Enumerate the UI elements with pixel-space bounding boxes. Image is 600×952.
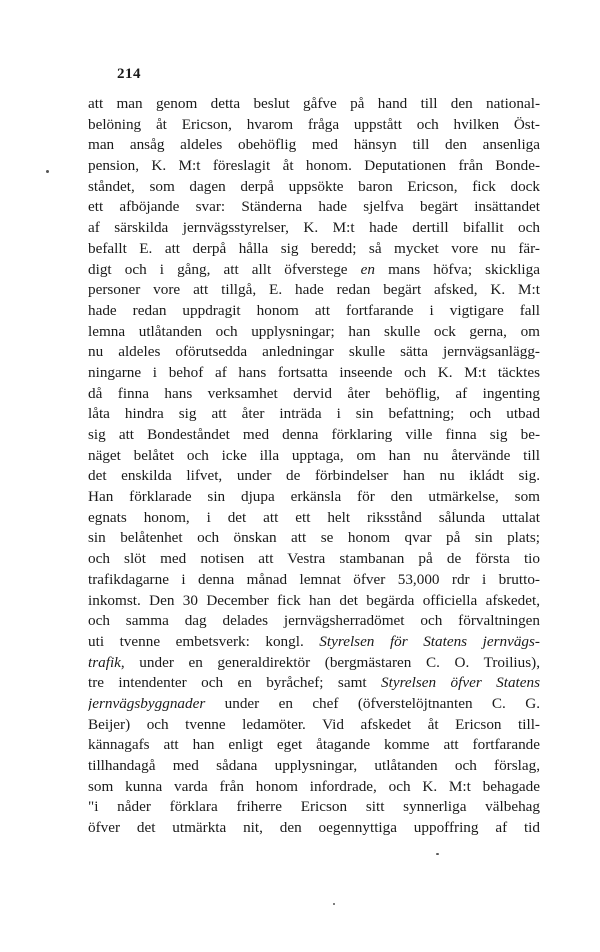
text-line [88, 694, 540, 715]
text-segment: "i nåder förklara friherre Ericson sitt synnerliga välbehag [88, 798, 540, 816]
italic-segment: jernvägsbyggnader [88, 694, 206, 712]
text-segment: sin belåtenhet och önskan att se honom qvar på sin plats; [88, 529, 540, 547]
text-segment: ningarne i behof af hans fortsatta inseende och K. M:t täcktes [88, 363, 540, 381]
text-segment: belöning åt Ericson, hvarom fråga uppstått och hvilken Öst- [88, 115, 540, 133]
text-segment: pension, K. M:t föreslagit åt honom. Deputationen från Bonde- [88, 157, 540, 175]
text-segment: näget belåtet och icke illa upptaga, om han nu återvände till [88, 446, 540, 464]
print-speck [436, 853, 439, 855]
text-segment: man ansåg aldeles obehöflig med hänsyn till den ansenliga [88, 136, 540, 154]
text-line [88, 508, 540, 529]
text-line [88, 384, 540, 405]
text-line [88, 591, 540, 612]
text-segment: låta hindra sig att åter inträda i sin befattning; och utbad [88, 405, 540, 423]
text-segment: digt och i gång, att allt öfverstege [88, 260, 361, 278]
text-segment: ett afböjande svar: Ständerna hade sjelfva begärt insättandet [88, 198, 540, 216]
text-segment: egnats honom, i det att ett helt riksstånd sålunda uttalat [88, 508, 540, 526]
text-line [88, 94, 540, 115]
text-line [88, 115, 540, 136]
text-segment: sig att Bondeståndet med denna förklaring ville finna sig be- [88, 426, 540, 443]
text-line [88, 797, 540, 818]
text-segment: att man genom detta beslut gåfve på hand till den national- [88, 95, 540, 112]
text-segment: det enskilda lifvet, under de förbindelser han nu ikládt sig. [88, 467, 540, 485]
text-segment: inkomst. Den 30 December fick han det begärda officiella afskedet, [88, 591, 540, 609]
text-line [88, 363, 540, 384]
text-line [88, 218, 540, 239]
text-segment: Beijer) och tvenne ledamöter. Vid afskedet åt Ericson till- [88, 715, 540, 733]
text-line [88, 528, 540, 549]
text-segment: då finna hans verksamhet dervid åter behöflig, af ingenting [88, 384, 540, 402]
text-segment: lemna utlåtanden och upplysningar; han skulle ock gerna, om [88, 322, 540, 340]
text-line [88, 322, 540, 343]
text-line [88, 735, 540, 756]
text-line [88, 632, 540, 653]
text-segment: och slöt med notisen att Vestra stambanan på de första tio [88, 550, 540, 568]
text-line [88, 487, 540, 508]
text-line [88, 611, 540, 632]
text-segment: nu aldeles oförutsedda anledningar skulle sätta jernvägsanlägg- [88, 343, 540, 361]
text-segment: af särskilda jernvägsstyrelser, K. M:t hade dertill bifallit och [88, 219, 540, 237]
text-line [88, 177, 540, 198]
text-line [88, 446, 540, 467]
text-segment: uti tvenne embetsverk: kongl. [88, 632, 320, 650]
text-segment: tre intendenter och en byråchef; samt [88, 674, 382, 692]
text-line [88, 777, 540, 798]
text-line [88, 549, 540, 570]
print-speck [46, 170, 49, 173]
text-segment: , under en generaldirektör (bergmästaren C. O. Troilius), [120, 653, 540, 671]
text-segment: öfver det utmärkta nit, den oegennyttiga uppoffring af tid [88, 819, 540, 837]
text-line [88, 653, 540, 674]
text-segment: trafikdagarne i denna månad lemnat öfver 53,000 rdr i brutto- [88, 570, 540, 588]
italic-segment: en [360, 260, 375, 278]
text-segment: kännagafs att han enligt eget åtagande komme att fortfarande [88, 736, 540, 754]
text-line [88, 818, 540, 839]
text-segment: under en chef (öfverstelöjtnanten C. G. [205, 694, 540, 712]
text-line [88, 673, 540, 694]
text-line [88, 135, 540, 156]
page-number: 214 [117, 66, 141, 82]
print-speck [333, 903, 335, 905]
text-line [88, 342, 540, 363]
body-text [88, 94, 540, 839]
text-line [88, 756, 540, 777]
text-segment: Han förklarade sin djupa erkänsla för den utmärkelse, som [88, 488, 540, 506]
text-line [88, 715, 540, 736]
text-segment: som kunna varda från honom infordrade, och K. M:t behagade [88, 777, 540, 795]
text-line [88, 570, 540, 591]
italic-segment: Styrelsen öfver Statens [381, 674, 540, 692]
italic-segment: trafik [88, 653, 121, 671]
text-segment: hade redan uppdragit honom att fortfarande i vigtigare fall [88, 301, 540, 319]
text-line [88, 404, 540, 425]
text-segment: ståndet, som dagen derpå uppsökte baron Ericson, fick dock [88, 177, 540, 195]
text-segment: mans höfva; skickliga [374, 260, 540, 278]
text-line [88, 301, 540, 322]
text-line [88, 280, 540, 301]
text-line [88, 425, 540, 446]
text-segment: tillhandagå med sådana upplysningar, utlåtanden och förslag, [88, 757, 540, 774]
text-line [88, 466, 540, 487]
text-segment: befallt E. att derpå hålla sig beredd; så mycket vore nu fär- [88, 239, 540, 257]
text-line [88, 156, 540, 177]
text-line [88, 239, 540, 260]
italic-segment: Styrelsen för Statens jernvägs- [319, 632, 540, 650]
text-segment: och samma dag delades jernvägsherradömet och förvaltningen [88, 612, 540, 630]
text-line [88, 260, 540, 281]
text-line [88, 197, 540, 218]
text-segment: personer vore att tillgå, E. hade redan begärt afsked, K. M:t [88, 281, 540, 299]
